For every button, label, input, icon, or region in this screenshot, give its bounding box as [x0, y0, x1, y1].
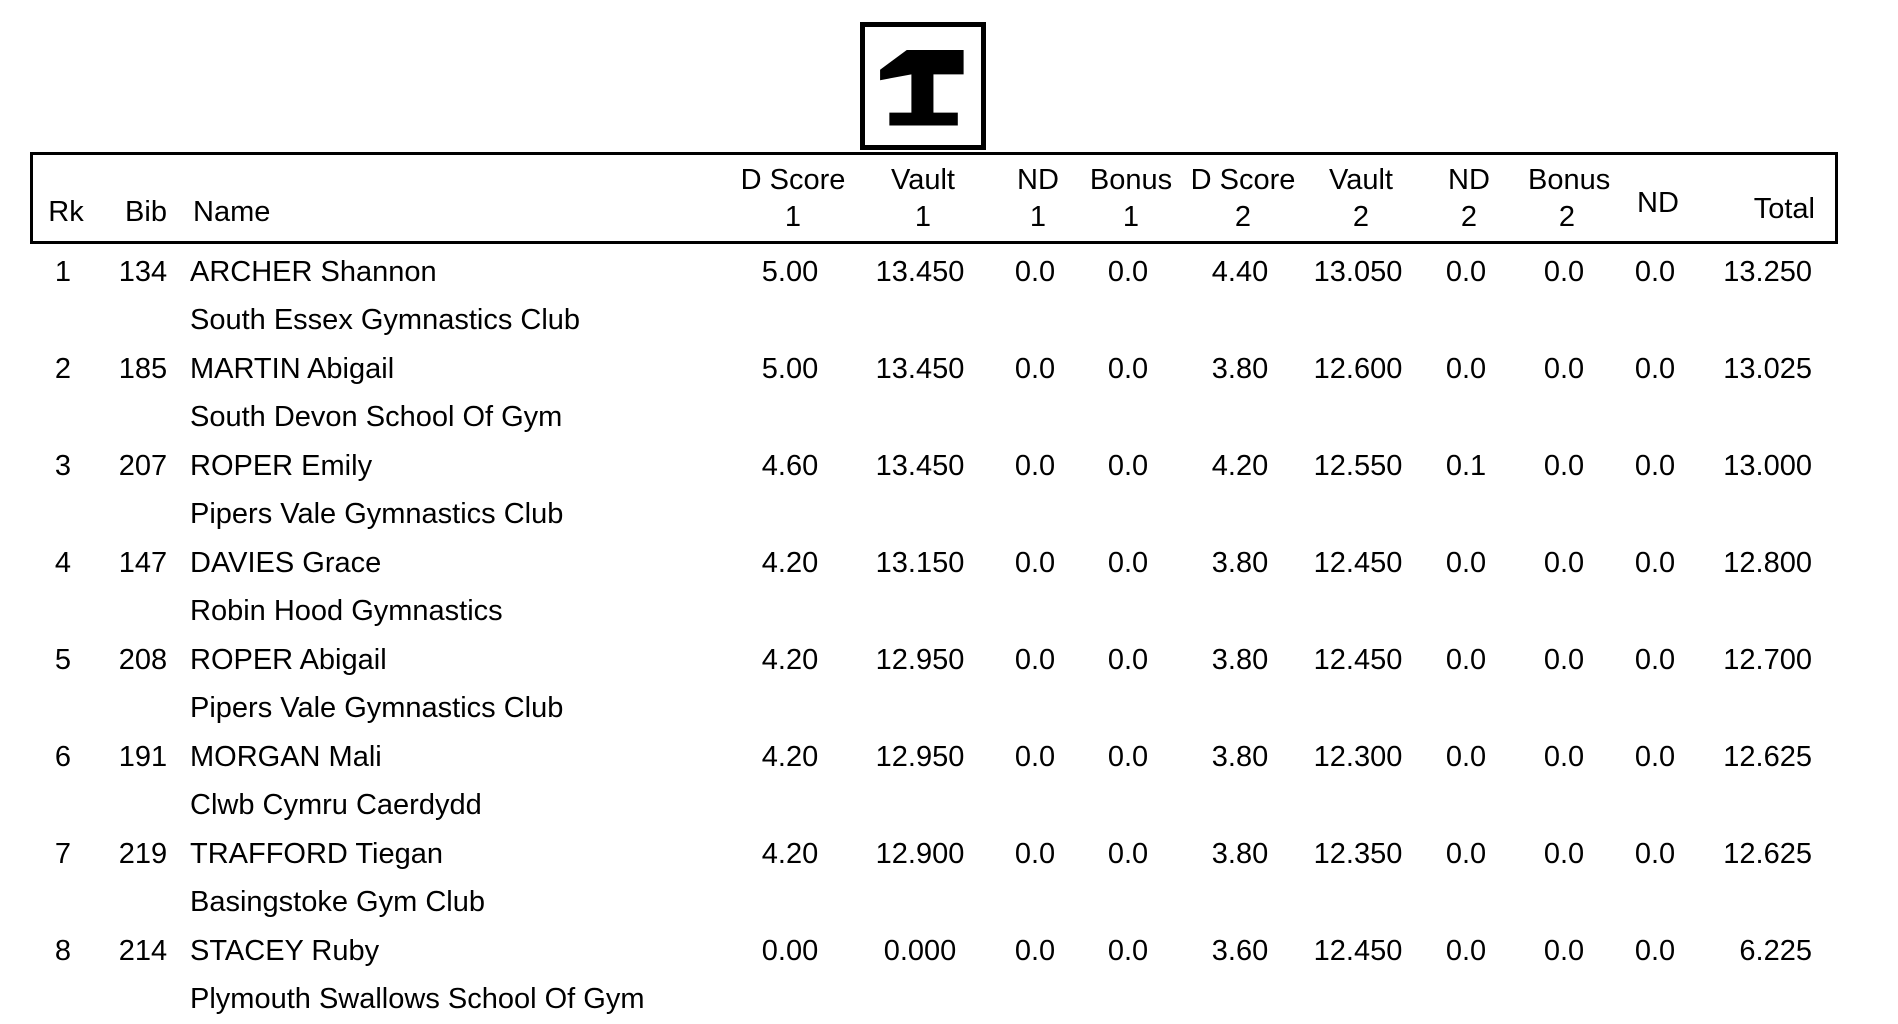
d-score-2-cell: 4.20 — [1211, 450, 1269, 482]
bonus-1-cell: 0.0 — [1107, 741, 1149, 773]
d-score-1-cell: 0.00 — [761, 935, 819, 967]
nd-1-cell: 0.0 — [1014, 935, 1056, 967]
column-header-label: Name — [193, 196, 271, 228]
nd-cell: 0.0 — [1634, 353, 1676, 385]
column-header-label: Bonus — [1528, 164, 1611, 196]
bonus-2-cell: 0.0 — [1543, 353, 1585, 385]
d-score-2-cell: 3.60 — [1211, 935, 1269, 967]
club-cell: Pipers Vale Gymnastics Club — [190, 498, 564, 530]
nd-1-cell: 0.0 — [1014, 741, 1056, 773]
column-header-d-score-1 — [728, 157, 858, 241]
column-header-nd-1 — [988, 157, 1088, 241]
bonus-1-cell: 0.0 — [1107, 450, 1149, 482]
column-header-sub-label: 2 — [1460, 201, 1478, 233]
total-cell: 12.625 — [1723, 838, 1812, 870]
total-cell: 13.000 — [1723, 450, 1812, 482]
name-cell: ARCHER Shannon — [190, 256, 437, 288]
column-header-d-score-2 — [1174, 157, 1312, 241]
d-score-1-cell: 4.20 — [761, 838, 819, 870]
column-header-label: D Score — [740, 164, 846, 196]
bonus-2-cell: 0.0 — [1543, 741, 1585, 773]
bonus-2-cell: 0.0 — [1543, 547, 1585, 579]
d-score-1-cell: 5.00 — [761, 353, 819, 385]
bib-cell: 208 — [118, 644, 168, 676]
table-header-row — [30, 152, 1838, 244]
d-score-1-cell: 5.00 — [761, 256, 819, 288]
column-header-name — [193, 157, 728, 241]
d-score-2-cell: 3.80 — [1211, 741, 1269, 773]
column-header-rk — [33, 157, 99, 241]
nd-cell: 0.0 — [1634, 256, 1676, 288]
nd-cell: 0.0 — [1634, 547, 1676, 579]
column-header-sub-label: 1 — [914, 201, 932, 233]
nd-1-cell: 0.0 — [1014, 450, 1056, 482]
nd-2-cell: 0.1 — [1445, 450, 1487, 482]
nd-cell: 0.0 — [1634, 741, 1676, 773]
table-row — [30, 248, 1838, 345]
nd-1-cell: 0.0 — [1014, 838, 1056, 870]
bib-cell: 191 — [118, 741, 168, 773]
vault-1-cell: 13.450 — [875, 353, 965, 385]
bib-cell: 214 — [118, 935, 168, 967]
nd-1-cell: 0.0 — [1014, 353, 1056, 385]
vault-1-cell: 13.150 — [875, 547, 965, 579]
rk-cell: 5 — [54, 644, 72, 676]
rk-cell: 1 — [54, 256, 72, 288]
bib-cell: 185 — [118, 353, 168, 385]
bonus-1-cell: 0.0 — [1107, 256, 1149, 288]
nd-2-cell: 0.0 — [1445, 838, 1487, 870]
table-row — [30, 636, 1838, 733]
nd-2-cell: 0.0 — [1445, 935, 1487, 967]
bonus-2-cell: 0.0 — [1543, 450, 1585, 482]
nd-cell: 0.0 — [1634, 935, 1676, 967]
table-row — [30, 442, 1838, 539]
club-cell: Basingstoke Gym Club — [190, 886, 485, 918]
total-cell: 12.700 — [1723, 644, 1812, 676]
d-score-1-cell: 4.20 — [761, 644, 819, 676]
column-header-label: ND — [1448, 164, 1490, 196]
nd-2-cell: 0.0 — [1445, 256, 1487, 288]
nd-cell: 0.0 — [1634, 644, 1676, 676]
column-header-sub-label: 1 — [1122, 201, 1140, 233]
column-header-vault-1 — [858, 157, 988, 241]
name-cell: MARTIN Abigail — [190, 353, 395, 385]
results-table — [30, 152, 1838, 1024]
vault-1-cell: 0.000 — [883, 935, 957, 967]
column-header-sub-label: 2 — [1558, 201, 1576, 233]
bib-cell: 134 — [118, 256, 168, 288]
nd-1-cell: 0.0 — [1014, 644, 1056, 676]
d-score-1-cell: 4.60 — [761, 450, 819, 482]
vault-2-cell: 13.050 — [1313, 256, 1403, 288]
d-score-2-cell: 3.80 — [1211, 644, 1269, 676]
bonus-2-cell: 0.0 — [1543, 838, 1585, 870]
d-score-1-cell: 4.20 — [761, 547, 819, 579]
d-score-2-cell: 3.80 — [1211, 547, 1269, 579]
vault-1-cell: 12.950 — [875, 644, 965, 676]
name-cell: MORGAN Mali — [190, 741, 382, 773]
column-header-nd — [1606, 161, 1710, 245]
bonus-2-cell: 0.0 — [1543, 256, 1585, 288]
column-header-sub-label: 2 — [1234, 201, 1252, 233]
vault-2-cell: 12.550 — [1313, 450, 1403, 482]
rk-cell: 4 — [54, 547, 72, 579]
column-header-bonus-1 — [1088, 157, 1174, 241]
vault-2-cell: 12.450 — [1313, 935, 1403, 967]
column-header-sub-label: 2 — [1352, 201, 1370, 233]
table-row — [30, 539, 1838, 636]
column-header-nd-2 — [1410, 157, 1528, 241]
column-header-label: Total — [1753, 192, 1815, 225]
bib-cell: 147 — [118, 547, 168, 579]
nd-2-cell: 0.0 — [1445, 353, 1487, 385]
rk-cell: 2 — [54, 353, 72, 385]
vault-1-cell: 12.900 — [875, 838, 965, 870]
total-cell: 6.225 — [1739, 935, 1812, 967]
club-cell: Robin Hood Gymnastics — [190, 595, 503, 627]
table-row — [30, 345, 1838, 442]
bonus-1-cell: 0.0 — [1107, 644, 1149, 676]
nd-2-cell: 0.0 — [1445, 644, 1487, 676]
bonus-1-cell: 0.0 — [1107, 353, 1149, 385]
vault-2-cell: 12.450 — [1313, 547, 1403, 579]
vault-2-cell: 12.300 — [1313, 741, 1403, 773]
club-cell: South Essex Gymnastics Club — [190, 304, 581, 336]
vault-1-cell: 13.450 — [875, 450, 965, 482]
column-header-label: Vault — [1329, 164, 1393, 196]
column-header-label: ND — [1017, 164, 1059, 196]
nd-cell: 0.0 — [1634, 450, 1676, 482]
club-cell: Plymouth Swallows School Of Gym — [190, 983, 645, 1015]
bonus-2-cell: 0.0 — [1543, 935, 1585, 967]
d-score-2-cell: 3.80 — [1211, 353, 1269, 385]
nd-2-cell: 0.0 — [1445, 547, 1487, 579]
column-header-label: Bib — [125, 196, 167, 228]
gymnastics-logo — [860, 22, 986, 150]
bonus-1-cell: 0.0 — [1107, 935, 1149, 967]
total-cell: 13.025 — [1723, 353, 1812, 385]
club-cell: South Devon School Of Gym — [190, 401, 563, 433]
column-header-bonus-2 — [1528, 157, 1611, 241]
vault-2-cell: 12.350 — [1313, 838, 1403, 870]
d-score-2-cell: 3.80 — [1211, 838, 1269, 870]
bonus-1-cell: 0.0 — [1107, 838, 1149, 870]
vault-2-cell: 12.450 — [1313, 644, 1403, 676]
column-header-label: D Score — [1190, 164, 1296, 196]
rk-cell: 3 — [54, 450, 72, 482]
column-header-label: ND — [1637, 186, 1679, 219]
column-header-label: Bonus — [1089, 164, 1173, 196]
name-cell: STACEY Ruby — [190, 935, 380, 967]
column-header-vault-2 — [1312, 157, 1410, 241]
nd-2-cell: 0.0 — [1445, 741, 1487, 773]
name-cell: TRAFFORD Tiegan — [190, 838, 443, 870]
bib-cell: 207 — [118, 450, 168, 482]
nd-cell: 0.0 — [1634, 838, 1676, 870]
rk-cell: 8 — [54, 935, 72, 967]
club-cell: Pipers Vale Gymnastics Club — [190, 692, 564, 724]
rk-cell: 7 — [54, 838, 72, 870]
bonus-2-cell: 0.0 — [1543, 644, 1585, 676]
name-cell: ROPER Abigail — [190, 644, 387, 676]
column-header-total — [1710, 167, 1841, 251]
bib-cell: 219 — [118, 838, 168, 870]
name-cell: ROPER Emily — [190, 450, 373, 482]
column-header-label: Rk — [48, 196, 84, 228]
table-body — [30, 248, 1838, 1024]
vault-1-cell: 12.950 — [875, 741, 965, 773]
total-cell: 13.250 — [1723, 256, 1812, 288]
nd-1-cell: 0.0 — [1014, 547, 1056, 579]
column-header-label: Vault — [891, 164, 955, 196]
column-header-sub-label: 1 — [1029, 201, 1047, 233]
name-cell: DAVIES Grace — [190, 547, 382, 579]
nd-1-cell: 0.0 — [1014, 256, 1056, 288]
table-row — [30, 927, 1838, 1024]
column-header-bib — [99, 157, 193, 241]
rk-cell: 6 — [54, 741, 72, 773]
table-row — [30, 733, 1838, 830]
total-cell: 12.800 — [1723, 547, 1812, 579]
column-header-sub-label: 1 — [784, 201, 802, 233]
d-score-2-cell: 4.40 — [1211, 256, 1269, 288]
bonus-1-cell: 0.0 — [1107, 547, 1149, 579]
total-cell: 12.625 — [1723, 741, 1812, 773]
d-score-1-cell: 4.20 — [761, 741, 819, 773]
club-cell: Clwb Cymru Caerdydd — [190, 789, 482, 821]
letter-T-icon — [865, 27, 981, 145]
table-row — [30, 830, 1838, 927]
vault-1-cell: 13.450 — [875, 256, 965, 288]
vault-2-cell: 12.600 — [1313, 353, 1403, 385]
